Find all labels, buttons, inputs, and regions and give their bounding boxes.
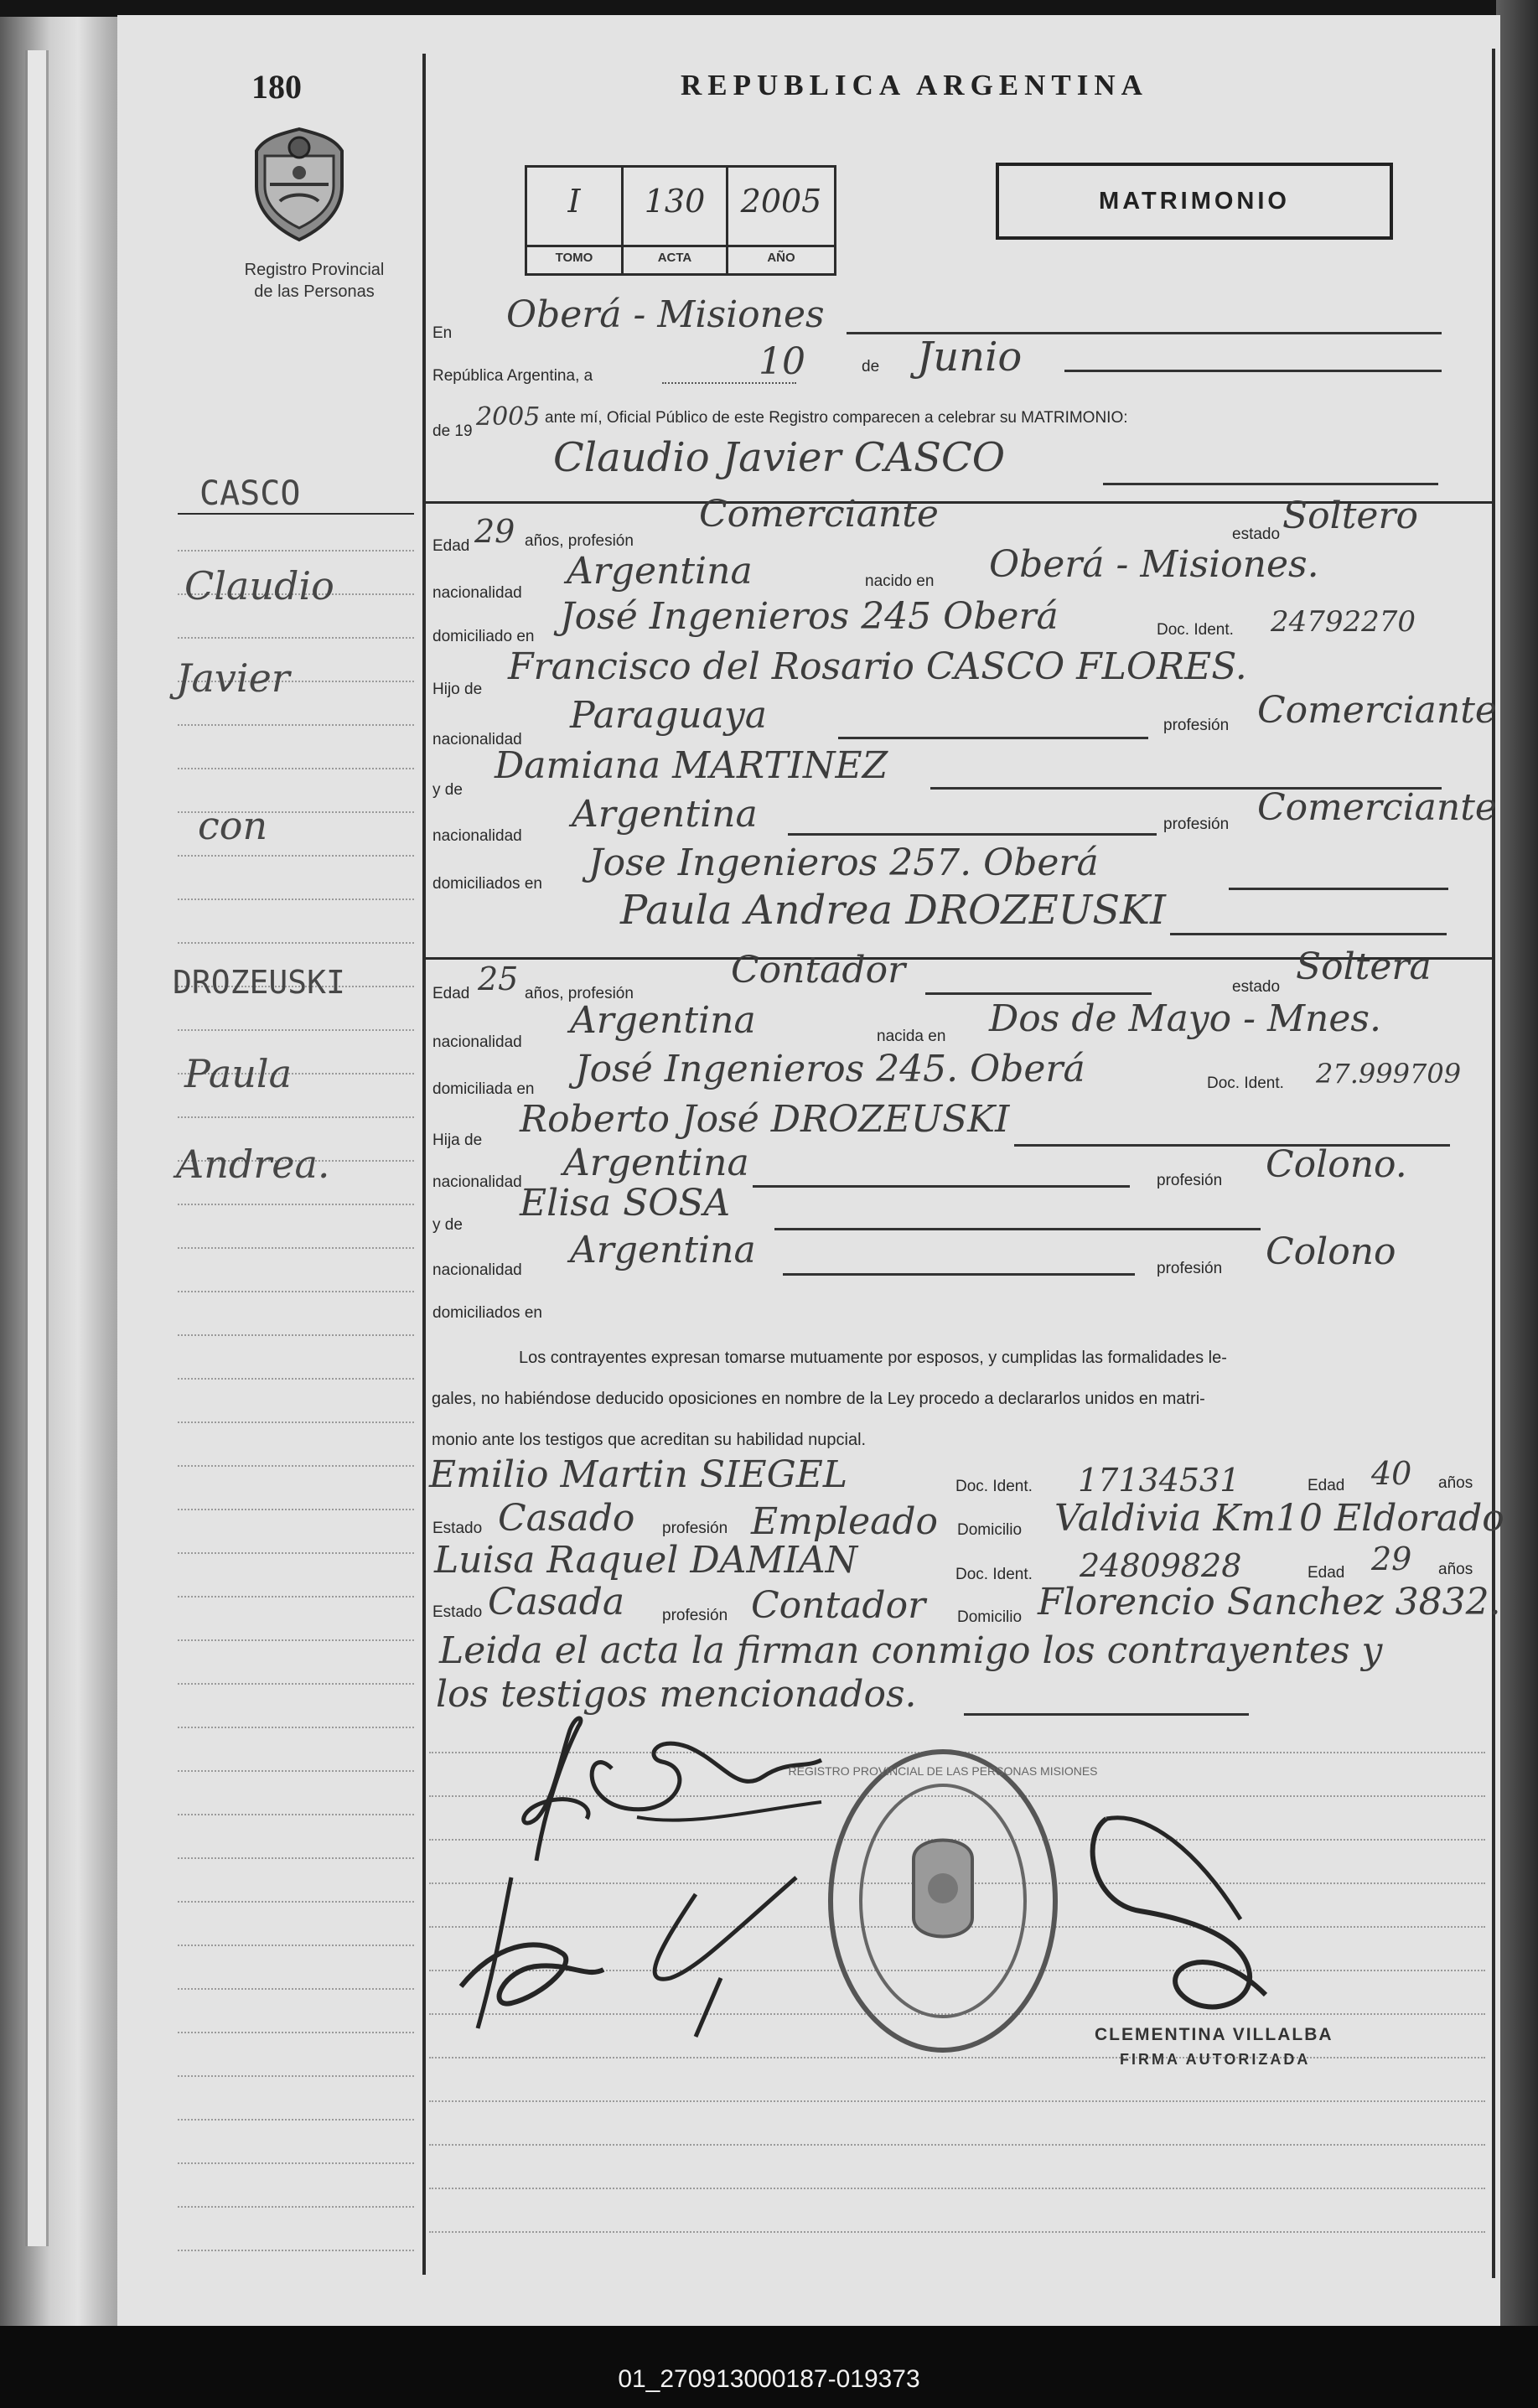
official-seal-stamp: [788, 1742, 1098, 2060]
margin-rule: [178, 1639, 414, 1642]
groom-padre-nac-label: nacionalidad: [432, 731, 522, 748]
bride-nac-label: nacionalidad: [432, 1033, 522, 1051]
bride-hija-label: Hija de: [432, 1132, 483, 1149]
margin-rule: [178, 1596, 414, 1598]
republica-label: República Argentina, a: [432, 367, 593, 385]
witness2-dom-label: Domicilio: [957, 1608, 1023, 1626]
bride-madre-prof: Colono: [1266, 1230, 1396, 1273]
witness1-name: Emilio Martin SIEGEL: [429, 1453, 848, 1496]
margin-top-rule: [178, 513, 414, 515]
bride-doc: 27.999709: [1316, 1058, 1462, 1090]
margin-rule: [178, 2162, 414, 2165]
groom-domicilio: José Ingenieros 245 Oberá: [560, 595, 1059, 638]
bride-name: Paula Andrea DROZEUSKI: [620, 887, 1166, 934]
month-underline: [1064, 369, 1442, 372]
margin-rule: [178, 1204, 414, 1206]
groom-name: Claudio Javier CASCO: [553, 434, 1006, 481]
margin-rule: [178, 1247, 414, 1250]
margin-rule: [178, 1465, 414, 1468]
right-border: [1492, 49, 1495, 2278]
margin-rule: [178, 1421, 414, 1424]
bride-padre-nac: Argentina: [563, 1142, 749, 1184]
en-label: En: [432, 324, 453, 342]
witness1-domicilio: Valdivia Km10 Eldorado: [1054, 1497, 1504, 1540]
closing-underline: [964, 1712, 1249, 1716]
day-value: 10: [759, 340, 805, 383]
body-rule: [429, 2188, 1485, 2190]
witness2-prof-label: profesión: [662, 1607, 728, 1624]
witness2-anos-label: años: [1438, 1561, 1473, 1578]
groom-nacionalidad: Argentina: [567, 550, 753, 593]
margin-rule: [178, 2032, 414, 2034]
bride-doc-label: Doc. Ident.: [1207, 1075, 1284, 1092]
margin-rule: [178, 1945, 414, 1947]
margin-rule: [178, 768, 414, 770]
margin-rule: [178, 2206, 414, 2209]
madre-nac-underline: [788, 832, 1157, 836]
body-rule: [429, 2144, 1485, 2146]
margin-rule: [178, 2119, 414, 2121]
groom-doc: 24792270: [1271, 605, 1416, 639]
bride-estado-label: estado: [1232, 978, 1281, 996]
officer-title: FIRMA AUTORIZADA: [1120, 2051, 1311, 2068]
closing-line1: Leida el acta la firman conmigo los contrayentes y: [439, 1629, 1383, 1672]
witness1-estado-label: Estado: [432, 1520, 483, 1537]
witness1-edad-label: Edad: [1308, 1477, 1345, 1494]
padres-dom-underline: [1229, 887, 1448, 890]
bride-madre-prof-label: profesión: [1157, 1260, 1223, 1277]
groom-padre-prof-label: profesión: [1163, 717, 1230, 734]
groom-padres-domicilio: Jose Ingenieros 257. Oberá: [588, 842, 1099, 884]
witness2-edad-label: Edad: [1308, 1564, 1345, 1582]
witness2-doc: 24809828: [1080, 1547, 1242, 1584]
bride-madre-nac-label: nacionalidad: [432, 1261, 522, 1279]
margin-name-andrea: Andrea.: [176, 1142, 330, 1187]
padre-nac-underline: [838, 736, 1148, 739]
country-title: REPUBLICA ARGENTINA: [681, 69, 1148, 101]
bride-madre-underline: [774, 1227, 1261, 1230]
bride-padre-prof: Colono.: [1266, 1143, 1407, 1186]
margin-rule: [178, 1552, 414, 1555]
margin-rule: [178, 1378, 414, 1380]
margin-rule: [178, 855, 414, 857]
margin-name-claudio: Claudio: [184, 563, 334, 608]
witness2-doc-label: Doc. Ident.: [955, 1566, 1033, 1583]
groom-estado-label: estado: [1232, 526, 1281, 543]
groom-madre: Damiana MARTINEZ: [495, 744, 888, 787]
margin-rule: [178, 1334, 414, 1337]
bride-padre-prof-label: profesión: [1157, 1172, 1223, 1189]
groom-nacido-label: nacido en: [865, 572, 935, 590]
margin-rule: [178, 724, 414, 727]
witness1-edad: 40: [1371, 1455, 1412, 1492]
margin-rule: [178, 1116, 414, 1119]
groom-padre-prof: Comerciante: [1257, 689, 1497, 732]
bride-madre-nac: Argentina: [570, 1229, 756, 1271]
groom-hijo-label: Hijo de: [432, 681, 483, 698]
de-label: de: [862, 358, 880, 375]
image-id-caption: 01_270913000187-019373: [618, 2365, 920, 2393]
groom-profesion-label: años, profesión: [525, 532, 634, 550]
groom-name-underline: [1103, 482, 1438, 485]
margin-rule: [178, 1988, 414, 1991]
acta-cell: [624, 168, 728, 273]
margin-rule: [178, 2250, 414, 2252]
page-edge-shadow: [1496, 0, 1538, 2408]
witness1-doc: 17134531: [1078, 1462, 1240, 1499]
officer-name: CLEMENTINA VILLALBA: [1095, 2025, 1333, 2044]
bride-estado: Soltera: [1296, 945, 1432, 988]
registry-name-line1: Registro Provincial: [244, 261, 385, 279]
witness2-estado: Casada: [488, 1581, 625, 1623]
groom-padre-nac: Paraguaya: [570, 694, 767, 737]
record-number-box: [525, 165, 836, 276]
margin-rule: [178, 942, 414, 945]
seal-text: REGISTRO PROVINCIAL DE LAS PERSONAS MISIONES: [788, 1764, 1098, 1778]
bride-profesion: Contador: [731, 949, 906, 992]
book-binding: [0, 17, 126, 2330]
groom-profesion: Comerciante: [699, 493, 939, 536]
witness2-domicilio: Florencio Sanchez 3832.: [1038, 1581, 1501, 1623]
margin-con: con: [198, 803, 268, 848]
ano-label: AÑO: [728, 245, 834, 265]
witness2-edad: 29: [1371, 1541, 1412, 1577]
intro-text: ante mí, Oficial Público de este Registro comparecen a celebrar su MATRIMONIO:: [545, 409, 1128, 427]
record-type-box: MATRIMONIO: [996, 163, 1393, 240]
margin-surname-bride: DROZEUSKI: [173, 964, 345, 1001]
bride-edad: 25: [478, 961, 519, 997]
groom-edad: 29: [474, 513, 515, 550]
groom-madre-nac: Argentina: [572, 793, 758, 836]
bride-profesion-label: años, profesión: [525, 985, 634, 1002]
groom-doc-label: Doc. Ident.: [1157, 621, 1234, 639]
place-value: Oberá - Misiones: [506, 293, 825, 336]
witness1-anos-label: años: [1438, 1474, 1473, 1492]
declaration-line1: Los contrayentes expresan tomarse mutuamente por esposos, y cumplidas las formalidades le-: [519, 1349, 1227, 1367]
tomo-label: TOMO: [527, 245, 621, 265]
margin-name-paula: Paula: [184, 1051, 293, 1096]
acta-value: 130: [644, 183, 706, 220]
margin-rule: [178, 1029, 414, 1032]
margin-rule: [178, 1727, 414, 1729]
witness1-prof-label: profesión: [662, 1520, 728, 1537]
margin-rule: [178, 2075, 414, 2078]
tomo-cell: [527, 168, 624, 273]
bride-signature: [444, 1844, 805, 2045]
witness1-doc-label: Doc. Ident.: [955, 1478, 1033, 1495]
body-rule: [429, 2100, 1485, 2103]
groom-madre-prof: Comerciante: [1257, 786, 1497, 829]
margin-rule: [178, 1683, 414, 1686]
bride-name-underline: [1170, 932, 1447, 935]
registry-name-line2: de las Personas: [254, 282, 375, 301]
body-rule: [429, 2231, 1485, 2234]
declaration-paragraph: [432, 1338, 1479, 1461]
margin-rule: [178, 1901, 414, 1903]
groom-nac-label: nacionalidad: [432, 584, 522, 602]
groom-edad-label: Edad: [432, 537, 470, 555]
witness2-estado-label: Estado: [432, 1603, 483, 1621]
margin-rule: [178, 1509, 414, 1511]
acta-label: ACTA: [624, 245, 726, 265]
ano-value: 2005: [740, 183, 822, 220]
bride-yde-label: y de: [432, 1216, 463, 1234]
groom-dom-label: domiciliado en: [432, 628, 535, 645]
page-number: 180: [251, 68, 302, 106]
groom-domiciliados-label: domiciliados en: [432, 875, 542, 893]
coat-of-arms-icon: [246, 126, 352, 243]
bride-domicilio: José Ingenieros 245. Oberá: [575, 1048, 1085, 1090]
witness2-name: Luisa Raquel DAMIAN: [434, 1539, 858, 1582]
closing-line2: los testigos mencionados.: [436, 1673, 917, 1716]
groom-yde-label: y de: [432, 781, 463, 799]
groom-nacido: Oberá - Misiones.: [989, 543, 1319, 586]
month-value: Junio: [917, 334, 1023, 381]
bride-prof-underline: [925, 992, 1152, 995]
groom-padre: Francisco del Rosario CASCO FLORES.: [508, 645, 1247, 688]
tomo-value: I: [567, 183, 581, 220]
witness1-estado: Casado: [498, 1497, 635, 1540]
bride-nacionalidad: Argentina: [570, 999, 756, 1042]
bride-nacida: Dos de Mayo - Mnes.: [989, 997, 1381, 1040]
bride-padre-nac-underline: [753, 1184, 1130, 1188]
groom-madre-nac-label: nacionalidad: [432, 827, 522, 845]
bride-padre-nac-label: nacionalidad: [432, 1173, 522, 1191]
margin-rule: [178, 1814, 414, 1816]
bride-dom-label: domiciliada en: [432, 1080, 535, 1098]
margin-rule: [178, 898, 414, 901]
ano-cell: [728, 168, 834, 273]
bride-edad-label: Edad: [432, 985, 470, 1002]
margin-rule: [178, 550, 414, 552]
witness1-profesion: Empleado: [751, 1500, 939, 1543]
groom-madre-prof-label: profesión: [1163, 816, 1230, 833]
margin-rule: [178, 1291, 414, 1293]
groom-estado: Soltero: [1282, 495, 1418, 537]
officer-signature: [1073, 1802, 1291, 2037]
bride-domiciliados-label: domiciliados en: [432, 1304, 542, 1322]
witness1-dom-label: Domicilio: [957, 1521, 1023, 1539]
declaration-line2: gales, no habiéndose deducido oposiciones en nombre de la Ley procedo a declararlos unidos en matri-: [432, 1390, 1205, 1408]
margin-name-javier: Javier: [176, 655, 290, 701]
bride-padre: Roberto José DROZEUSKI: [520, 1098, 1010, 1141]
de19-label: de 19: [432, 422, 473, 440]
margin-rule: [178, 1857, 414, 1860]
margin-rule: [178, 1770, 414, 1773]
margin-divider: [422, 54, 426, 2275]
margin-surname-groom: CASCO: [199, 474, 301, 513]
bride-nacida-label: nacida en: [877, 1028, 946, 1045]
year-value: 2005: [476, 402, 541, 432]
declaration-line3: monio ante los testigos que acreditan su habilidad nupcial.: [432, 1431, 867, 1449]
witness2-profesion: Contador: [751, 1584, 926, 1627]
margin-rule: [178, 637, 414, 640]
bride-madre: Elisa SOSA: [520, 1182, 731, 1225]
bride-madre-nac-underline: [783, 1272, 1135, 1276]
